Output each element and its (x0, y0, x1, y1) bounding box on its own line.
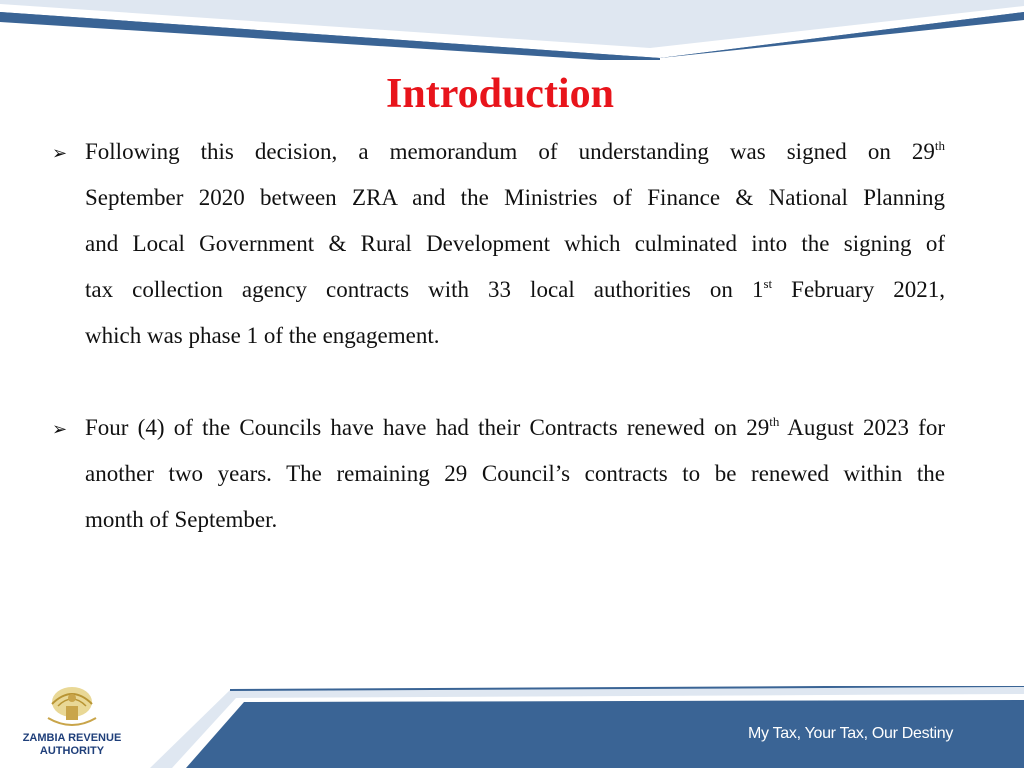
bullet-arrow-icon: ➢ (52, 419, 68, 439)
org-name-line1: ZAMBIA REVENUE (22, 732, 122, 744)
bullet2-line3: month of September. (85, 507, 278, 532)
bullet1-line2: September 2020 between ZRA and the Ministries of Finance & National Planning (85, 185, 945, 210)
bullet2-line1: Four (4) of the Councils have have had their Contracts renewed on 29th August 2023 for (85, 414, 945, 440)
bullet1-line3: and Local Government & Rural Development which culminated into the signing of (85, 231, 945, 256)
slide-title: Introduction (386, 71, 614, 117)
bullet1-line5: which was phase 1 of the engagement. (85, 323, 440, 348)
header-decorative-band (0, 0, 1024, 60)
org-name-line2: AUTHORITY (39, 745, 105, 757)
bullet-arrow-icon: ➢ (52, 143, 68, 163)
bullet1-line1: Following this decision, a memorandum of understanding was signed on 29th (85, 138, 945, 164)
footer-slogan: My Tax, Your Tax, Our Destiny (748, 725, 954, 742)
bullet2-line2: another two years. The remaining 29 Council’s contracts to be renewed within the (85, 461, 945, 486)
bullet1-line4: tax collection agency contracts with 33 local authorities on 1st February 2021, (85, 276, 945, 302)
